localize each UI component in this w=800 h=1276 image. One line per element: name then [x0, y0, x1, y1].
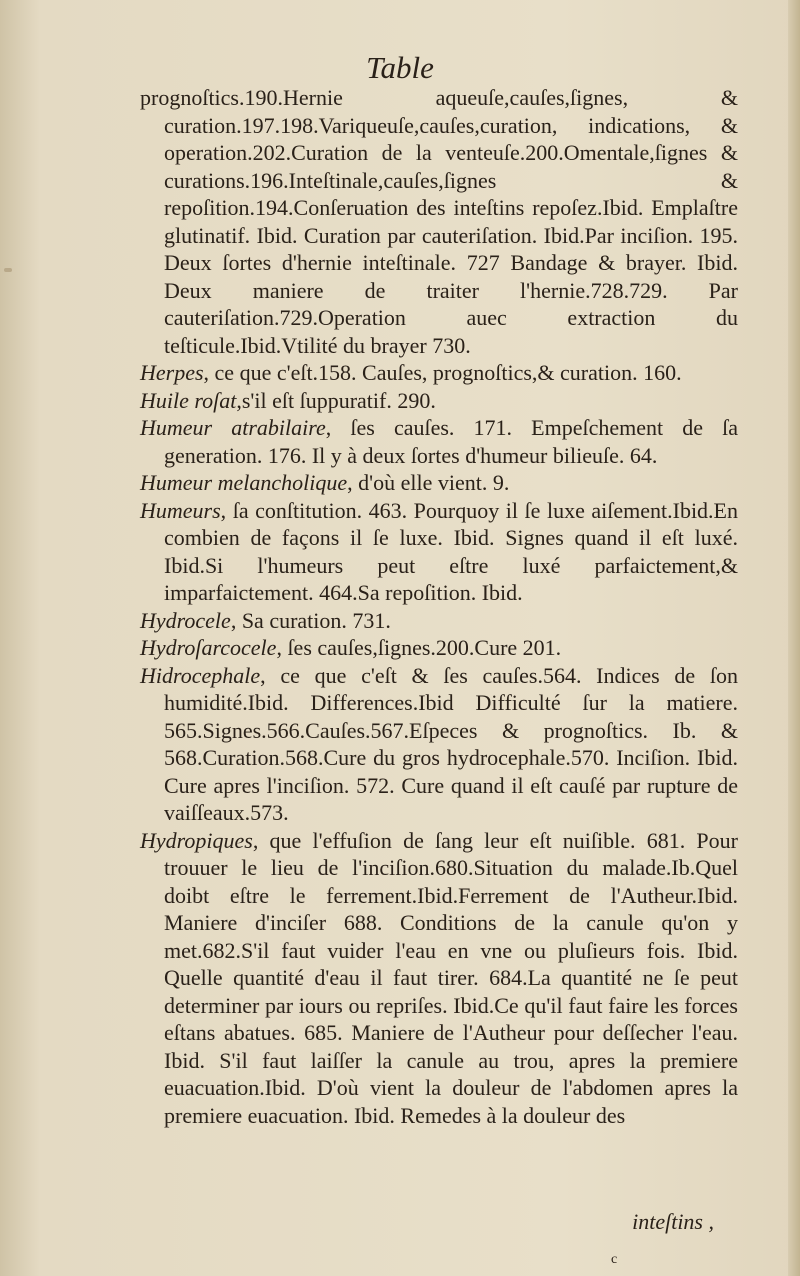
index-entry: [140, 84, 738, 359]
entry-text: prognoſtics.190.Hernie aqueuſe,cauſes,ſignes, & curation.197.198.Variqueuſe,cauſes,curation, indications, & operation.202.Curation de la venteuſe.200.Omentale,ſignes & curations.196.Inteſtinale,cauſes,ſignes & repoſition.194.Conſeruation des inteſtins repoſez.Ibid. Emplaſtre glutinatif. Ibid. Curation par cauteriſation. Ibid.Par inciſion. 195. Deux ſortes d'hernie inteſtinale. 727 Bandage & brayer. Ibid. Deux maniere de traiter l'hernie.728.729. Par cauteriſation.729.Operation auec extraction du teſticule.Ibid.Vtilité du brayer 730.: [140, 85, 738, 358]
entry-keyword: Humeurs: [140, 497, 221, 523]
index-entry: [140, 607, 738, 635]
catchword: inteſtins ,: [632, 1209, 714, 1234]
entry-keyword: Hydroſarcocele: [140, 635, 277, 660]
entry-keyword: Herpes: [140, 360, 204, 385]
entry-keyword: Huile roſat: [140, 387, 237, 413]
signature-mark: c: [611, 1252, 618, 1267]
margin-mark: [4, 268, 12, 272]
entry-text: , ſes cauſes. 171. Empeſchement de ſa generation. 176. Il y à deux ſortes d'humeur bilieuſe. 64.: [164, 415, 738, 468]
index-entry: [140, 387, 738, 415]
page-header: Table: [366, 50, 434, 85]
index-entry: [140, 414, 738, 469]
entry-keyword: Hidrocephale: [140, 662, 261, 688]
entry-keyword: Humeur melancholique: [140, 470, 348, 495]
entry-text: , Sa curation. 731.: [230, 607, 391, 633]
index-text: [140, 84, 738, 1129]
entry-text: , ſa conſtitution. 463. Pourquoy il ſe luxe aiſement.Ibid.En combien de façons il ſe luxe. Ibid. Signes quand il eſt luxé. Ibid.Si l'humeurs peut eſtre luxé parfaictement,& imparfaictement. 464.Sa repoſition. Ibid.: [164, 497, 738, 605]
index-entry: [140, 469, 738, 497]
entry-keyword: Hydropiques: [140, 827, 253, 853]
index-entry: [140, 497, 738, 607]
entry-keyword: Humeur atrabilaire: [140, 415, 326, 440]
page-edge: [788, 0, 800, 1276]
entry-text: , que l'effuſion de ſang leur eſt nuiſible. 681. Pour trouuer le lieu de l'inciſion.680.Situation du malade.Ib.Quel doibt eſtre le ferrement.Ibid.Ferrement de l'Autheur.Ibid. Maniere d'inciſer 688. Conditions de la canule qu'on y met.682.S'il faut vuider l'eau en vne ou pluſieurs fois. Ibid. Quelle quantité d'eau il faut tirer. 684.La quantité ne ſe peut determiner par iours ou repriſes. Ibid.Ce qu'il faut faire les forces eſtans abatues. 685. Maniere de l'Autheur pour deſſecher l'eau. Ibid. S'il faut laiſſer la canule au trou, apres la premiere euacuation.Ibid. D'où vient la douleur de l'abdomen apres la premiere euacuation. Ibid. Remedes à la douleur des: [164, 827, 738, 1128]
index-entry: [140, 827, 738, 1130]
entry-text: ,s'il eſt ſuppuratif. 290.: [236, 387, 436, 413]
entry-text: , ce que c'eſt & ſes cauſes.564. Indices de ſon humidité.Ibid. Differences.Ibid Difficulté ſur la matiere. 565.Signes.566.Cauſes.567.Eſpeces & prognoſtics. Ib. & 568.Curation.568.Cure du gros hydrocephale.570. Inciſion. Ibid. Cure apres l'inciſion. 572. Cure quand il eſt cauſé par rupture de vaiſſeaux.573.: [164, 662, 738, 825]
entry-keyword: Hydrocele: [140, 607, 231, 633]
index-entry: [140, 359, 738, 387]
index-entry: [140, 662, 738, 827]
entry-text: , ce que c'eſt.158. Cauſes, prognoſtics,& curation. 160.: [203, 360, 682, 385]
entry-text: , ſes cauſes,ſignes.200.Cure 201.: [276, 635, 562, 660]
entry-text: , d'où elle vient. 9.: [347, 470, 510, 495]
index-entry: [140, 634, 738, 662]
